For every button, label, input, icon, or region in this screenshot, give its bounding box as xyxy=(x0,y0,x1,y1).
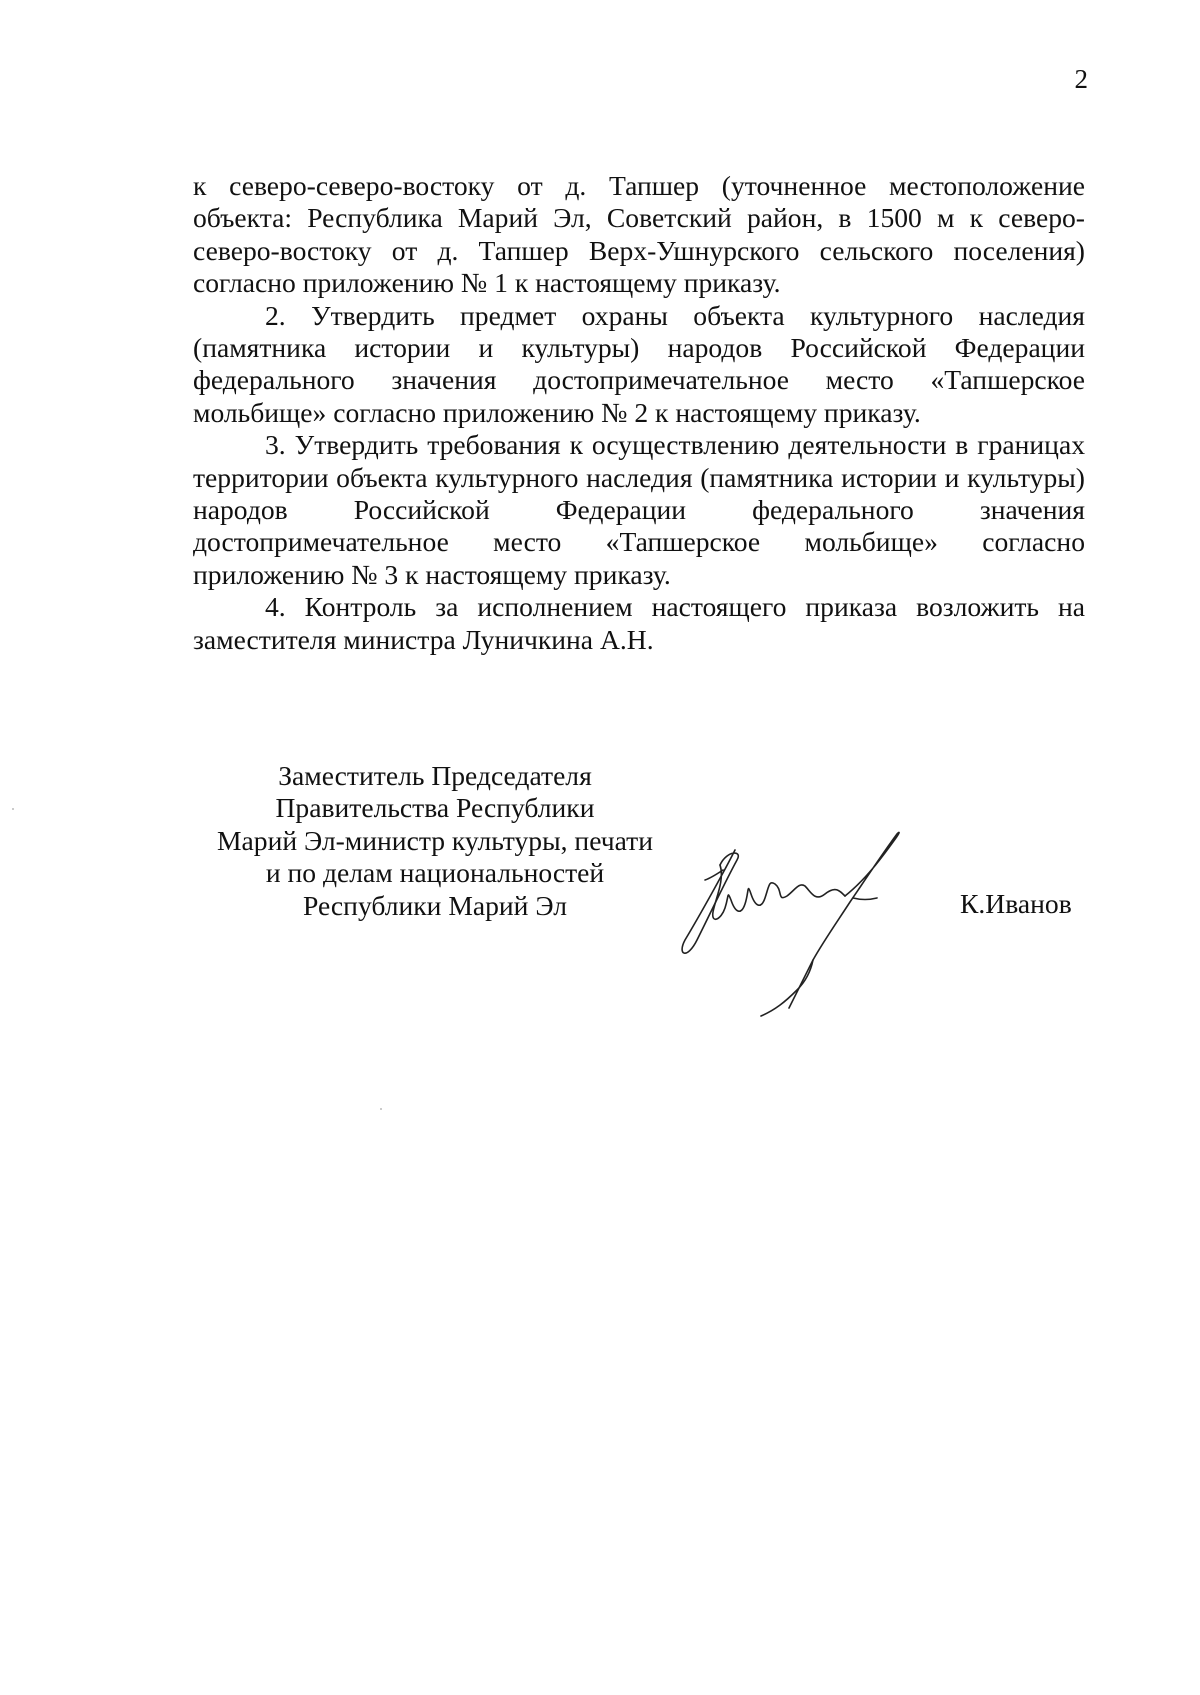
handwritten-signature xyxy=(665,820,965,1020)
signatory-line: Правительства Республики xyxy=(275,792,595,824)
signer-name: К.Иванов xyxy=(960,888,1072,919)
signatory-line: Марий Эл-министр культуры, печати xyxy=(216,824,653,856)
scan-speck xyxy=(12,808,14,810)
document-body xyxy=(193,170,1085,656)
signatory-line: Республики Марий Эл xyxy=(303,889,567,921)
paragraph-item-4: 4. Контроль за исполнением настоящего приказа возложить на заместителя министра Луничкина А.Н. xyxy=(193,591,1085,655)
paragraph-item-3: 3. Утвердить требования к осуществлению деятельности в границах территории объекта культурного наследия (памятника истории и культуры) народов Российской Федерации федерального значения достопримечательное место «Тапшерское мольбище» согласно приложению № 3 к настоящему приказу. xyxy=(193,429,1085,590)
scan-speck xyxy=(380,1108,382,1110)
signatory-line: и по делам национальностей xyxy=(265,857,605,889)
paragraph-item-2: 2. Утвердить предмет охраны объекта культурного наследия (памятника истории и культуры) народов Российской Федерации федерального значения достопримечательное место «Тапшерское мольбище» согласно приложению № 2 к настоящему приказу. xyxy=(193,299,1085,428)
page-number: 2 xyxy=(1074,64,1088,94)
paragraph-continuation: к северо-северо-востоку от д. Тапшер (уточненное местоположение объекта: Республика Марий Эл, Советский район, в 1500 м к северо-северо-востоку от д. Тапшер Верх-Ушнурского сельского поселения) согласно приложению № 1 к настоящему приказу. xyxy=(193,170,1085,299)
signatory-line: Заместитель Председателя xyxy=(278,760,592,791)
signatory-title xyxy=(190,760,680,922)
